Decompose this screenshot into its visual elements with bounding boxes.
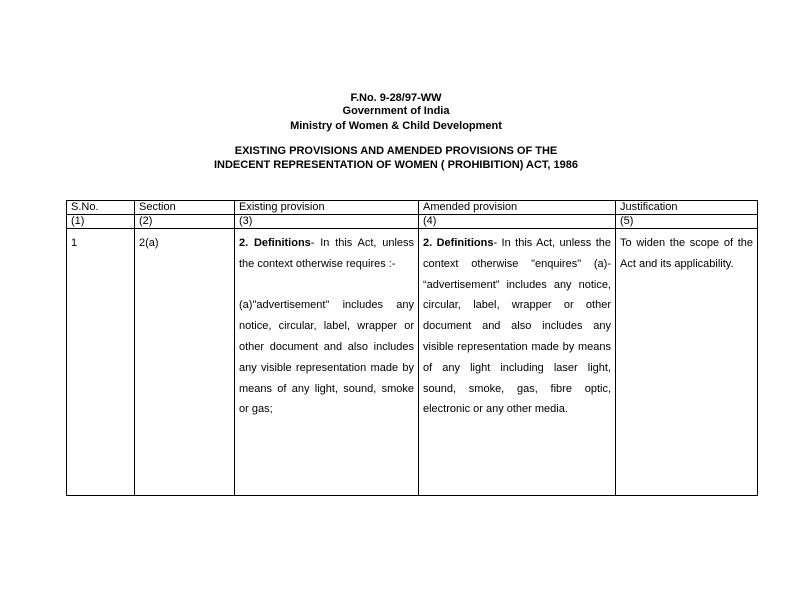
table-header-row (67, 201, 758, 215)
existing-lead (239, 233, 414, 275)
amended-text (423, 233, 611, 420)
existing-heading: 2. Definitions (239, 237, 311, 249)
section-value: 2(a) (139, 237, 159, 249)
column-number: (4) (419, 215, 616, 229)
sno-value: 1 (71, 237, 78, 249)
file-number: F.No. 9-28/97-WW (350, 92, 442, 104)
column-header-existing: Existing provision (235, 201, 419, 215)
existing-lead-text: - In this Act, unless the context otherwise requires :- (239, 237, 415, 270)
column-number: (1) (67, 215, 135, 229)
paragraph-gap (239, 275, 414, 296)
existing-clause: (a)"advertisement" includes any notice, circular, label, wrapper or other document and also includes any visible representation made by means of any light, sound, smoke or gas; (239, 299, 414, 416)
cell-section (135, 229, 235, 496)
cell-existing-provision (235, 229, 419, 496)
cell-amended-provision (419, 229, 616, 496)
cell-justification (616, 229, 758, 496)
table-row (67, 229, 758, 496)
government-heading: Government of India (342, 105, 450, 117)
column-number: (3) (235, 215, 419, 229)
document-title-line2: INDECENT REPRESENTATION OF WOMEN ( PROHIBITION) ACT, 1986 (213, 159, 579, 171)
column-number: (2) (135, 215, 235, 229)
amended-body: - In this Act, unless the context otherwise "enquires" (a)- “advertisement” includes any notice, circular, label, wrapper or other document and also includes any visible representation made by means of any light including laser light, sound, smoke, gas, fibre optic, electronic or any other media. (423, 237, 612, 416)
cell-sno (67, 229, 135, 496)
column-header-section: Section (135, 201, 235, 215)
provisions-table (66, 200, 758, 496)
ministry-heading: Ministry of Women & Child Development (290, 120, 502, 132)
amended-heading: 2. Definitions (423, 237, 494, 249)
column-header-sno: S.No. (67, 201, 135, 215)
document-title-line1: EXISTING PROVISIONS AND AMENDED PROVISIONS OF THE (234, 145, 558, 157)
column-header-amended: Amended provision (419, 201, 616, 215)
column-number: (5) (616, 215, 758, 229)
column-header-justification: Justification (616, 201, 758, 215)
column-number-row (67, 215, 758, 229)
justification-text: To widen the scope of the Act and its applicability. (620, 237, 753, 270)
